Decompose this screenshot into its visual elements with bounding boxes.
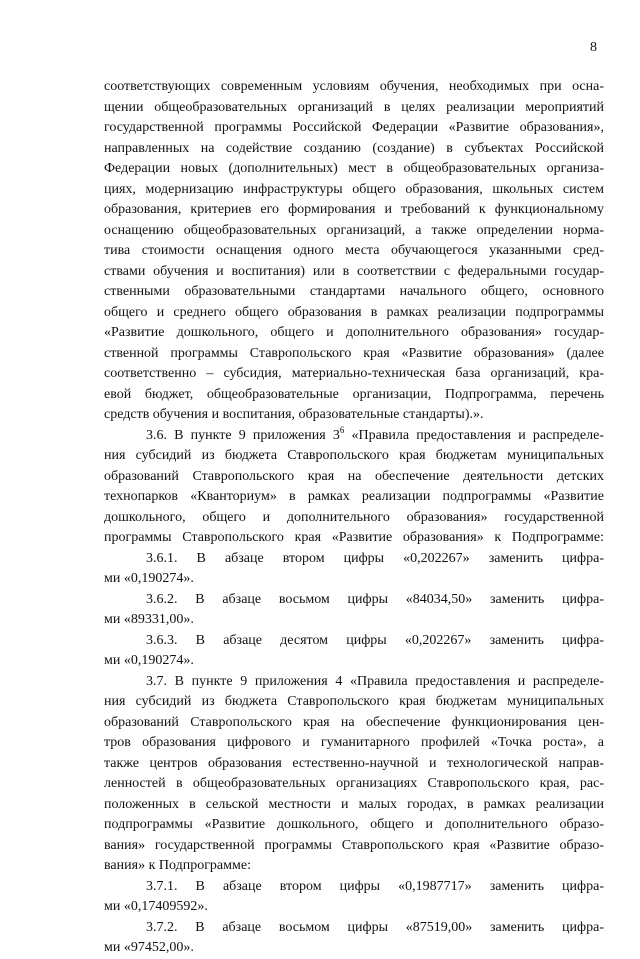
text-line: соответственно – субсидия, материально-техническая база организаций, кра- [104, 366, 604, 381]
text-line: евой бюджет, общеобразовательные организации, Подпрограмма, перечень [104, 386, 604, 402]
text-line: образований Ставропольского края на обеспечение деятельности детских [104, 468, 604, 484]
text-line: циях, модернизацию инфраструктуры общего образования, школьных систем [104, 181, 604, 197]
document-body [104, 77, 604, 959]
text-line: ми «97452,00». [104, 940, 194, 955]
superscript: 6 [339, 424, 345, 435]
text-line: ленностей в общеобразовательных организациях Ставропольского края, рас- [104, 776, 604, 791]
text-line: 3.7.2. В абзаце восьмом цифры «87519,00» заменить цифра- [146, 919, 604, 935]
text-line: тров образования цифрового и гуманитарного профилей «Точка роста», а [104, 735, 604, 750]
text-line: направленных на содействие созданию (создание) в субъектах Российской [104, 140, 604, 156]
text-line: подпрограммы «Развитие дошкольного, общего и дополнительного образо- [104, 817, 604, 832]
text-line: ми «0,17409592». [104, 899, 208, 914]
text-line: ственными образовательными стандартами начального общего, основного [104, 284, 604, 299]
text-line: оснащению общеобразовательных организаций, а также определении норма- [104, 222, 604, 238]
text-line: «Развитие дошкольного, общего и дополнительного образования» государ- [104, 325, 604, 340]
text-line: ствами обучения и воспитания) или в соответствии с федеральными государ- [104, 263, 604, 279]
text-line: ния субсидий из бюджета Ставропольского края бюджетам муниципальных [104, 448, 604, 463]
text-line [104, 426, 604, 447]
text-line: образований Ставропольского края на обеспечение функционирования цен- [104, 714, 604, 730]
text-segment: «Правила предоставления и распределе- [344, 427, 604, 443]
text-line: дошкольного, общего и дополнительного образования» государственной [104, 509, 604, 525]
text-line: ми «0,190274». [104, 571, 194, 586]
text-line: программы Ставропольского края «Развитие образования» к Подпрограмме: [104, 530, 604, 545]
text-line: 3.6.3. В абзаце десятом цифры «0,202267» заменить цифра- [146, 632, 604, 648]
text-line: Федерации новых (дополнительных) мест в общеобразовательных организа- [104, 161, 604, 176]
text-line: образования, критериев его формирования и требований к функциональному [104, 202, 604, 217]
page-number: 8 [590, 40, 597, 55]
text-line: средств обучения и воспитания, образовательные стандарты).». [104, 407, 484, 422]
text-line: соответствующих современным условиям обучения, необходимых при осна- [104, 79, 604, 94]
text-line: 3.6.1. В абзаце втором цифры «0,202267» заменить цифра- [146, 550, 604, 566]
text-line: щении общеобразовательных организаций в целях реализации мероприятий [104, 99, 604, 115]
text-line: 3.7.1. В абзаце втором цифры «0,1987717» заменить цифра- [146, 878, 604, 894]
text-line: вания» государственной программы Ставропольского края «Развитие образо- [104, 837, 604, 853]
text-line: 3.6.2. В абзаце восьмом цифры «84034,50» заменить цифра- [146, 591, 604, 607]
text-line: государственной программы Российской Федерации «Развитие образования», [104, 120, 604, 135]
text-line: технопарков «Кванториум» в рамках реализации подпрограммы «Развитие [104, 489, 604, 504]
text-segment: 3.6. В пункте 9 приложения 3 [146, 427, 340, 443]
text-line: 3.7. В пункте 9 приложения 4 «Правила предоставления и распределе- [146, 673, 604, 689]
text-line: вания» к Подпрограмме: [104, 858, 251, 873]
text-line: ми «0,190274». [104, 653, 194, 668]
text-line: также центров образования естественно-научной и технологической направ- [104, 755, 604, 771]
text-line: ми «89331,00». [104, 612, 194, 627]
text-line: ния субсидий из бюджета Ставропольского края бюджетам муниципальных [104, 694, 604, 709]
text-line: общего и среднего общего образования в рамках реализации подпрограммы [104, 304, 604, 320]
text-line: ственной программы Ставропольского края «Развитие образования» (далее [104, 345, 604, 361]
text-line: положенных в сельской местности и малых городах, в рамках реализации [104, 796, 604, 812]
text-line: тива стоимости оснащения одного места обучающегося указанными сред- [104, 243, 604, 258]
